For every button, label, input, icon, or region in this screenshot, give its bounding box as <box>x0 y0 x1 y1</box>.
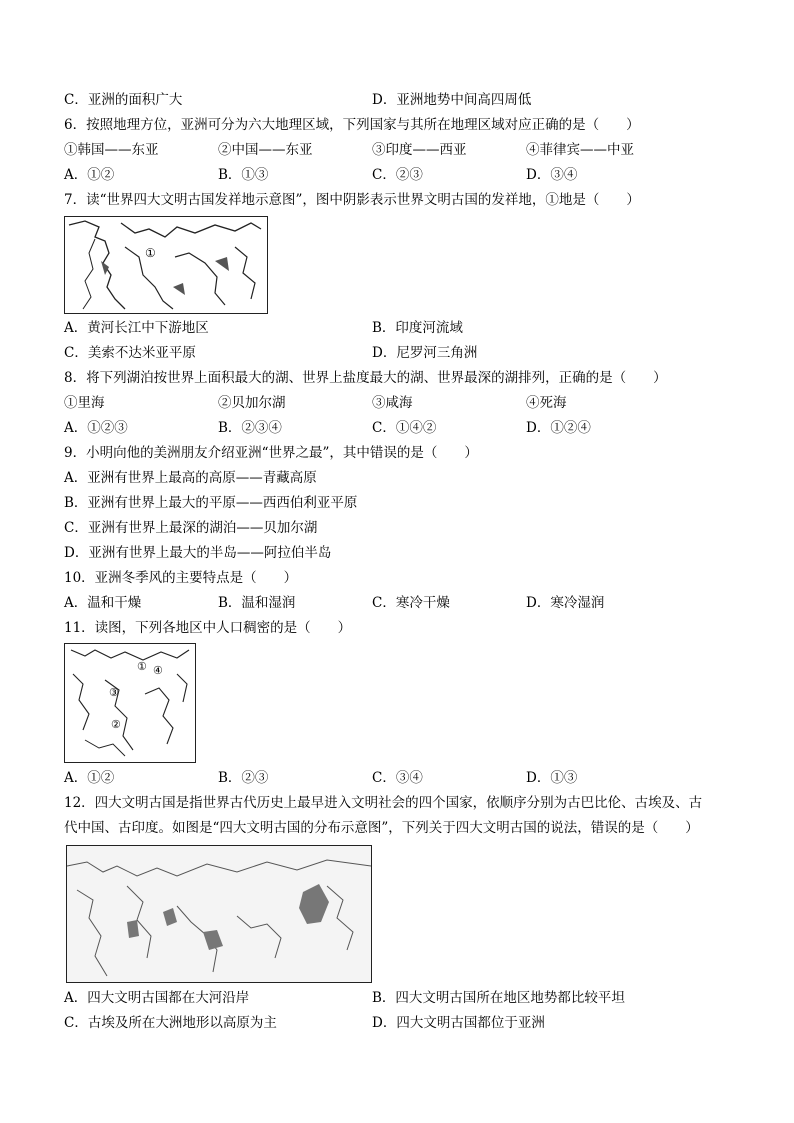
q10-option-a: A．温和干燥 <box>64 595 142 611</box>
q6-item-1: ①韩国——东亚 <box>64 142 159 158</box>
q12-map <box>66 845 372 983</box>
q6-item-2: ②中国——东亚 <box>218 142 313 158</box>
q11-map-label-2: ② <box>111 718 121 731</box>
q7-option-b: B．印度河流域 <box>372 320 463 336</box>
q6-item-4: ④菲律宾——中亚 <box>526 142 634 158</box>
q6-option-c: C．②③ <box>372 167 423 183</box>
q7-map-label: ① <box>145 246 156 260</box>
q8-option-d: D．①②④ <box>526 420 591 436</box>
q8-item-4: ④死海 <box>526 395 567 411</box>
q10-option-d: D．寒冷湿润 <box>526 595 605 611</box>
q7-option-c: C．美索不达米亚平原 <box>64 345 196 361</box>
q8-option-a: A．①②③ <box>64 420 128 436</box>
q11-option-d: D．①③ <box>526 770 578 786</box>
q10-option-c: C．寒冷干燥 <box>372 595 450 611</box>
q9-option-a: A．亚洲有世界上最高的高原——青藏高原 <box>64 470 317 486</box>
q8-stem: 8．将下列湖泊按世界上面积最大的湖、世界上盐度最大的湖、世界最深的湖排列，正确的是（ ） <box>64 370 667 386</box>
q11-option-c: C．③④ <box>372 770 423 786</box>
q11-option-b: B．②③ <box>218 770 269 786</box>
q12-stem-line1: 12．四大文明古国是指世界古代历史上最早进入文明社会的四个国家，依顺序分别为古巴比伦、古埃及、古 <box>64 795 703 811</box>
q9-option-d: D．亚洲有世界上最大的半岛——阿拉伯半岛 <box>64 545 332 561</box>
q11-map-label-1: ① <box>137 660 147 673</box>
q11-map <box>64 643 196 763</box>
q11-option-a: A．①② <box>64 770 115 786</box>
q6-stem: 6．按照地理方位，亚洲可分为六大地理区域，下列国家与其所在地理区域对应正确的是（ ） <box>64 117 640 133</box>
q7-option-d: D．尼罗河三角洲 <box>372 345 478 361</box>
q10-stem: 10．亚洲冬季风的主要特点是（ ） <box>64 570 298 586</box>
q5-option-d: D．亚洲地势中间高四周低 <box>372 92 532 108</box>
q7-option-a: A．黄河长江中下游地区 <box>64 320 209 336</box>
q8-item-3: ③咸海 <box>372 395 413 411</box>
q8-item-1: ①里海 <box>64 395 105 411</box>
q12-option-c: C．古埃及所在大洲地形以高原为主 <box>64 1015 277 1031</box>
q9-option-c: C．亚洲有世界上最深的湖泊——贝加尔湖 <box>64 520 318 536</box>
q5-option-c: C．亚洲的面积广大 <box>64 92 183 108</box>
q7-stem: 7．读“世界四大文明古国发祥地示意图”，图中阴影表示世界文明古国的发祥地，①地是（ ） <box>64 192 640 208</box>
q9-option-b: B．亚洲有世界上最大的平原——西西伯利亚平原 <box>64 495 358 511</box>
q12-stem-line2: 代中国、古印度。如图是“四大文明古国的分布示意图”，下列关于四大文明古国的说法，错误的是（ ） <box>64 820 699 836</box>
q11-stem: 11．读图，下列各地区中人口稠密的是（ ） <box>64 620 352 636</box>
q9-stem: 9．小明向他的美洲朋友介绍亚洲“世界之最”，其中错误的是（ ） <box>64 445 478 461</box>
q6-item-3: ③印度——西亚 <box>372 142 467 158</box>
q11-map-label-3: ③ <box>109 686 119 699</box>
q7-map <box>64 216 268 314</box>
q8-item-2: ②贝加尔湖 <box>218 395 286 411</box>
q12-option-a: A．四大文明古国都在大河沿岸 <box>64 990 250 1006</box>
q8-option-b: B．②③④ <box>218 420 282 436</box>
q10-option-b: B．温和湿润 <box>218 595 296 611</box>
q11-map-label-4: ④ <box>153 664 163 677</box>
q12-option-b: B．四大文明古国所在地区地势都比较平坦 <box>372 990 625 1006</box>
q8-option-c: C．①④② <box>372 420 437 436</box>
q6-option-b: B．①③ <box>218 167 269 183</box>
q12-option-d: D．四大文明古国都位于亚洲 <box>372 1015 545 1031</box>
q6-option-a: A．①② <box>64 167 115 183</box>
q6-option-d: D．③④ <box>526 167 578 183</box>
